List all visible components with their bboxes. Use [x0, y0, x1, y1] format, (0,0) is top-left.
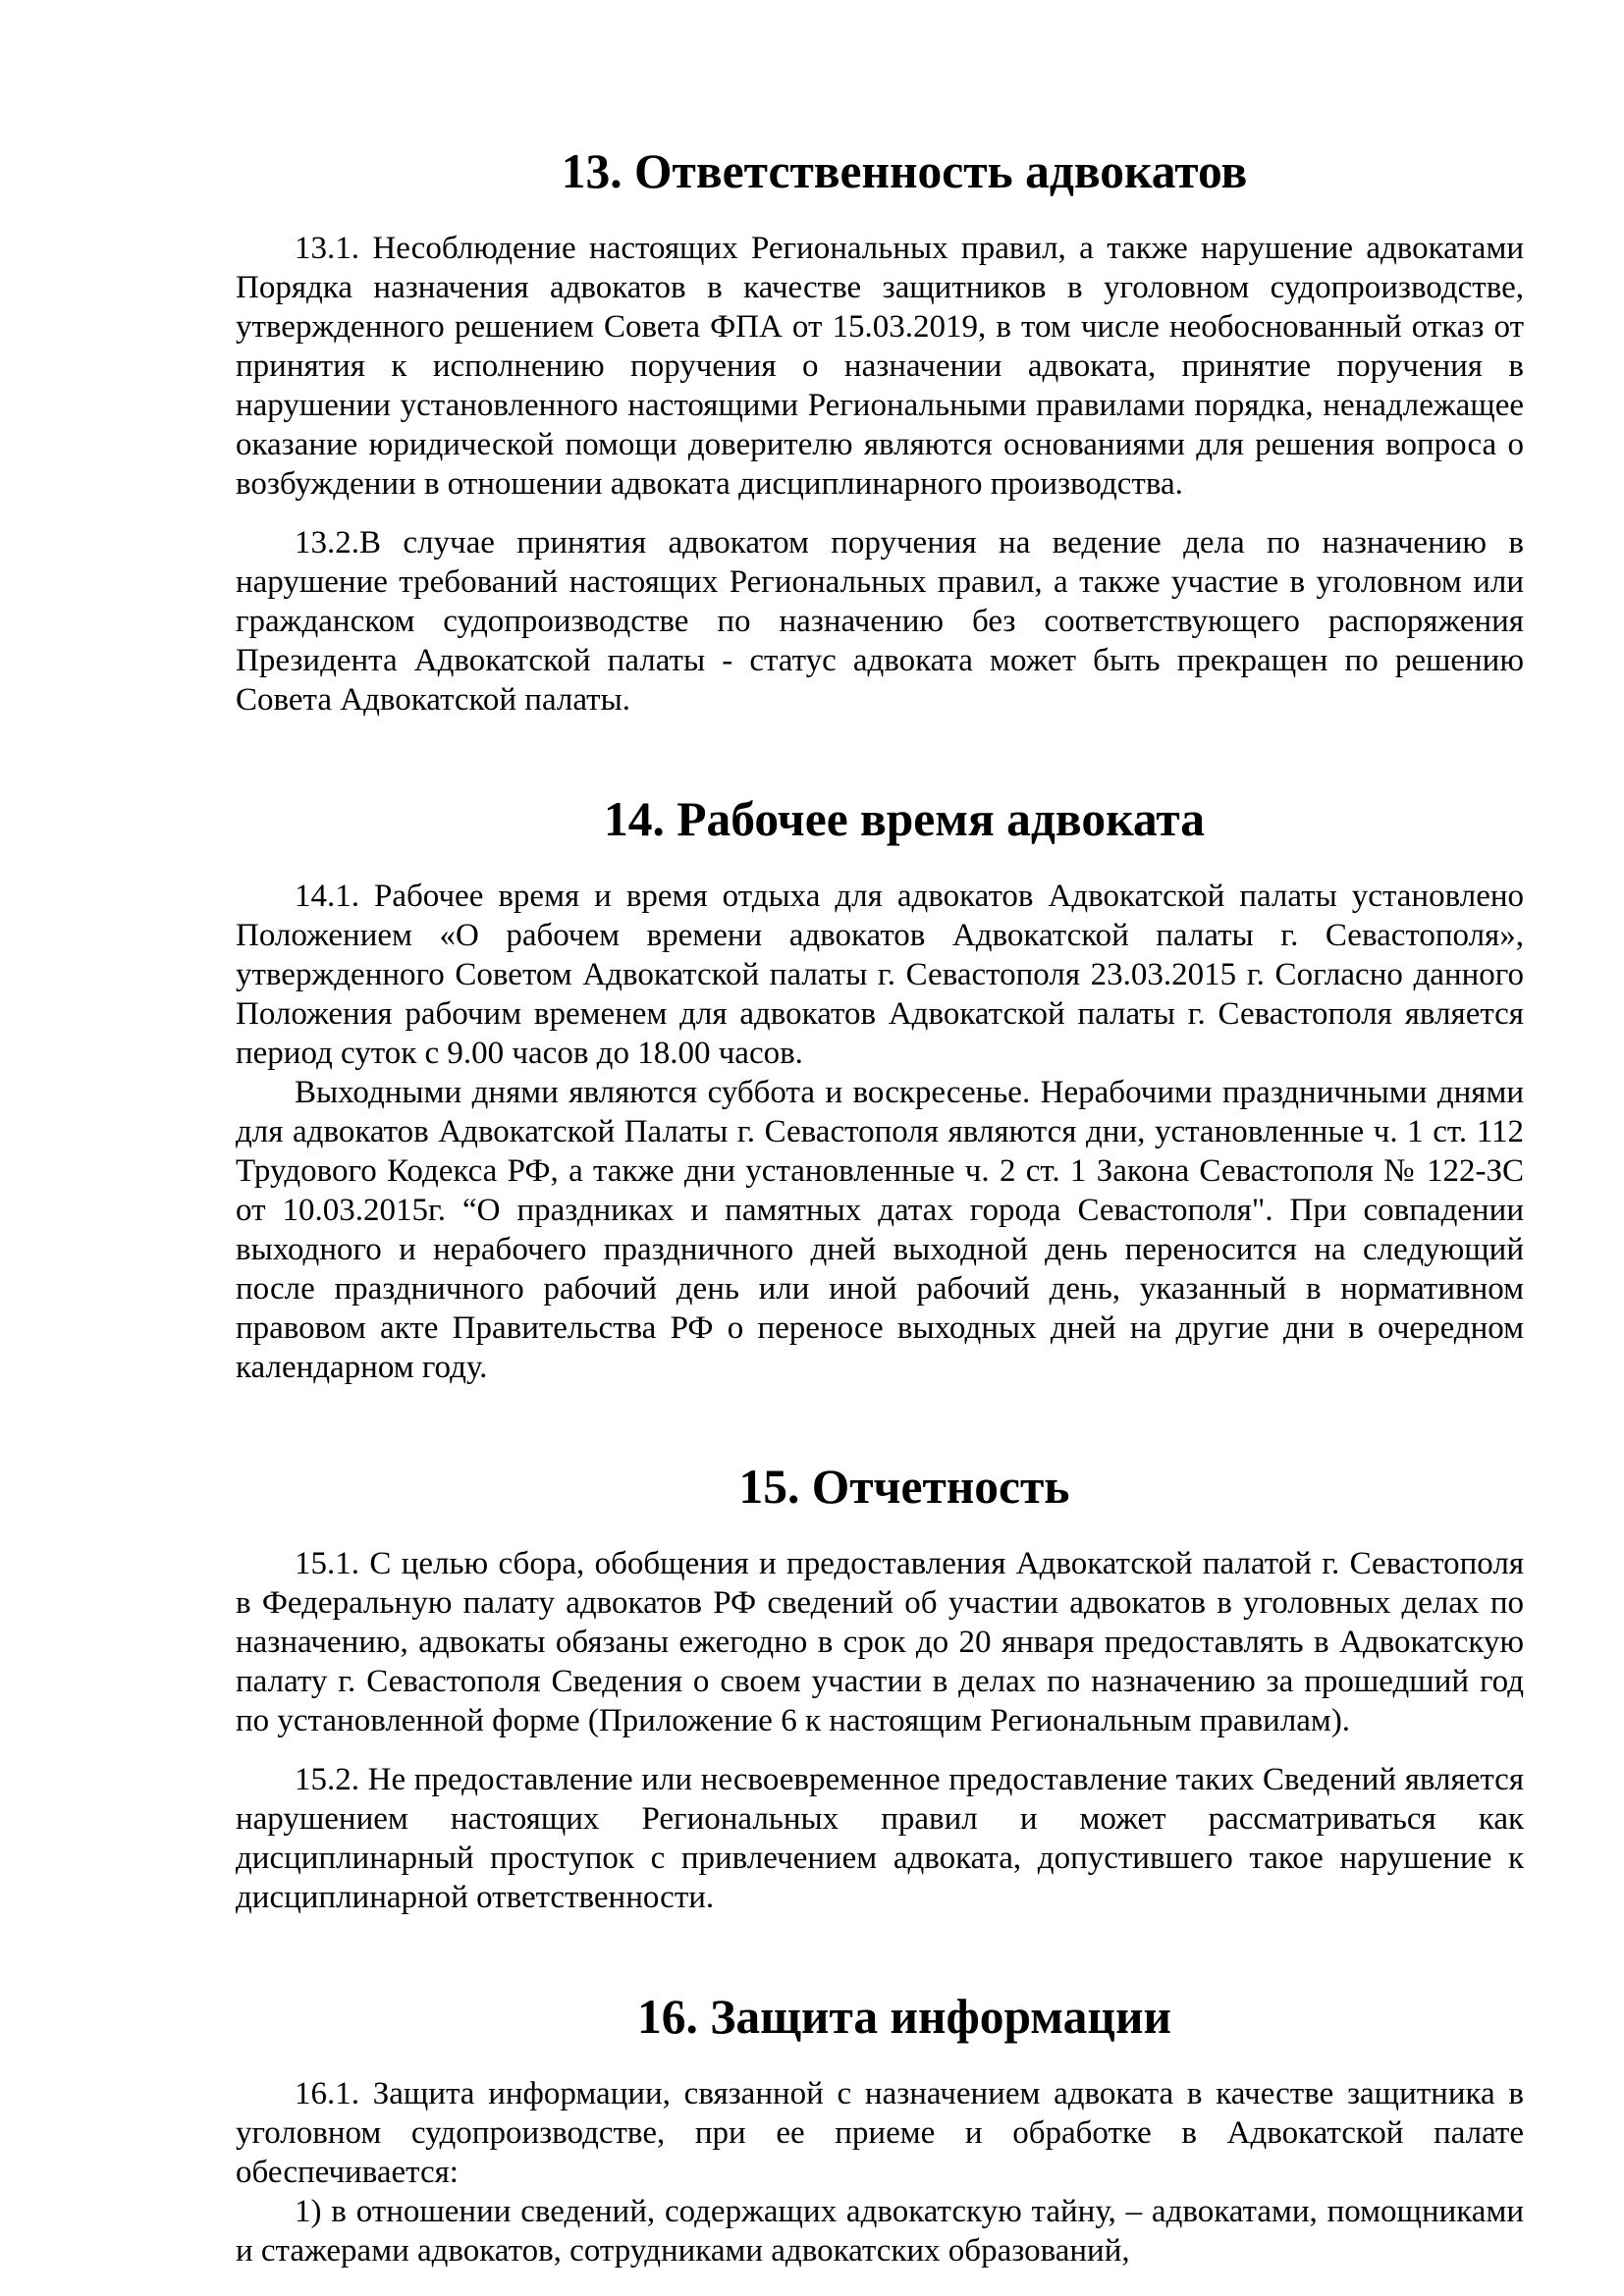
- section-15-heading: 15. Отчетность: [738, 1460, 1070, 1514]
- section-14-heading: 14. Рабочее время адвоката: [604, 792, 1205, 846]
- paragraph-15-2: 15.2. Не предоставление или несвоевременное предоставление таких Сведений является нарушением настоящих Региональных правил и может рассматриваться как дисциплинарный проступок с привлечением адвоката, допустившего такое нарушение к дисциплинарной ответственности.: [236, 1762, 1524, 1915]
- paragraph-16-1-item-1: 1) в отношении сведений, содержащих адвокатскую тайну, – адвокатами, помощниками и стажерами адвокатов, сотрудниками адвокатских образований,: [236, 2194, 1524, 2269]
- section-13-heading: 13. Ответственность адвокатов: [561, 144, 1248, 198]
- paragraph-15-1: 15.1. С целью сбора, обобщения и предоставления Адвокатской палатой г. Севастополя в Федеральную палату адвокатов РФ сведений об участии адвокатов в уголовных делах по назначению, адвокаты обязаны ежегодно в срок до 20 января предоставлять в Адвокатскую палату г. Севастополя Сведения о своем участии в делах по назначению за прошедший год по установленной форме (Приложение 6 к настоящим Региональным правилам).: [236, 1546, 1524, 1738]
- paragraph-14-1: 14.1. Рабочее время и время отдыха для адвокатов Адвокатской палаты установлено Положением «О рабочем времени адвокатов Адвокатской палаты г. Севастополя», утвержденного Советом Адвокатской палаты г. Севастополя 23.03.2015 г. Согласно данного Положения рабочим временем для адвокатов Адвокатской палаты г. Севастополя является период суток с 9.00 часов до 18.00 часов.: [236, 879, 1524, 1071]
- paragraph-16-1: 16.1. Защита информации, связанной с назначением адвоката в качестве защитника в уголовном судопроизводстве, при ее приеме и обработке в Адвокатской палате обеспечивается:: [236, 2076, 1524, 2190]
- section-16-heading: 16. Защита информации: [637, 1990, 1171, 2044]
- paragraph-13-1: 13.1. Несоблюдение настоящих Региональных правил, а также нарушение адвокатами Порядка назначения адвокатов в качестве защитников в уголовном судопроизводстве, утвержденного решением Совета ФПА от 15.03.2019, в том числе необоснованный отказ от принятия к исполнению поручения о назначении адвоката, принятие поручения в нарушении установленного настоящими Региональными правилами порядка, ненадлежащее оказание юридической помощи доверителю являются основаниями для решения вопроса о возбуждении в отношении адвоката дисциплинарного производства.: [236, 231, 1524, 502]
- paragraph-13-2: 13.2.В случае принятия адвокатом поручения на ведение дела по назначению в нарушение требований настоящих Региональных правил, а также участие в уголовном или гражданском судопроизводстве по назначению без соответствующего распоряжения Президента Адвокатской палаты - статус адвоката может быть прекращен по решению Совета Адвокатской палаты.: [236, 525, 1524, 718]
- paragraph-14-1-days-off: Выходными днями являются суббота и воскресенье. Нерабочими праздничными днями для адвокатов Адвокатской Палаты г. Севастополя являются дни, установленные ч. 1 ст. 112 Трудового Кодекса РФ, а также дни установленные ч. 2 ст. 1 Закона Севастополя № 122-ЗС от 10.03.2015г. “О праздниках и памятных датах города Севастополя". При совпадении выходного и нерабочего праздничного дней выходной день переносится на следующий после праздничного рабочий день или иной рабочий день, указанный в нормативном правовом акте Правительства РФ о переносе выходных дней на другие дни в очередном календарном году.: [236, 1075, 1524, 1385]
- document-page: [236, 144, 1524, 2270]
